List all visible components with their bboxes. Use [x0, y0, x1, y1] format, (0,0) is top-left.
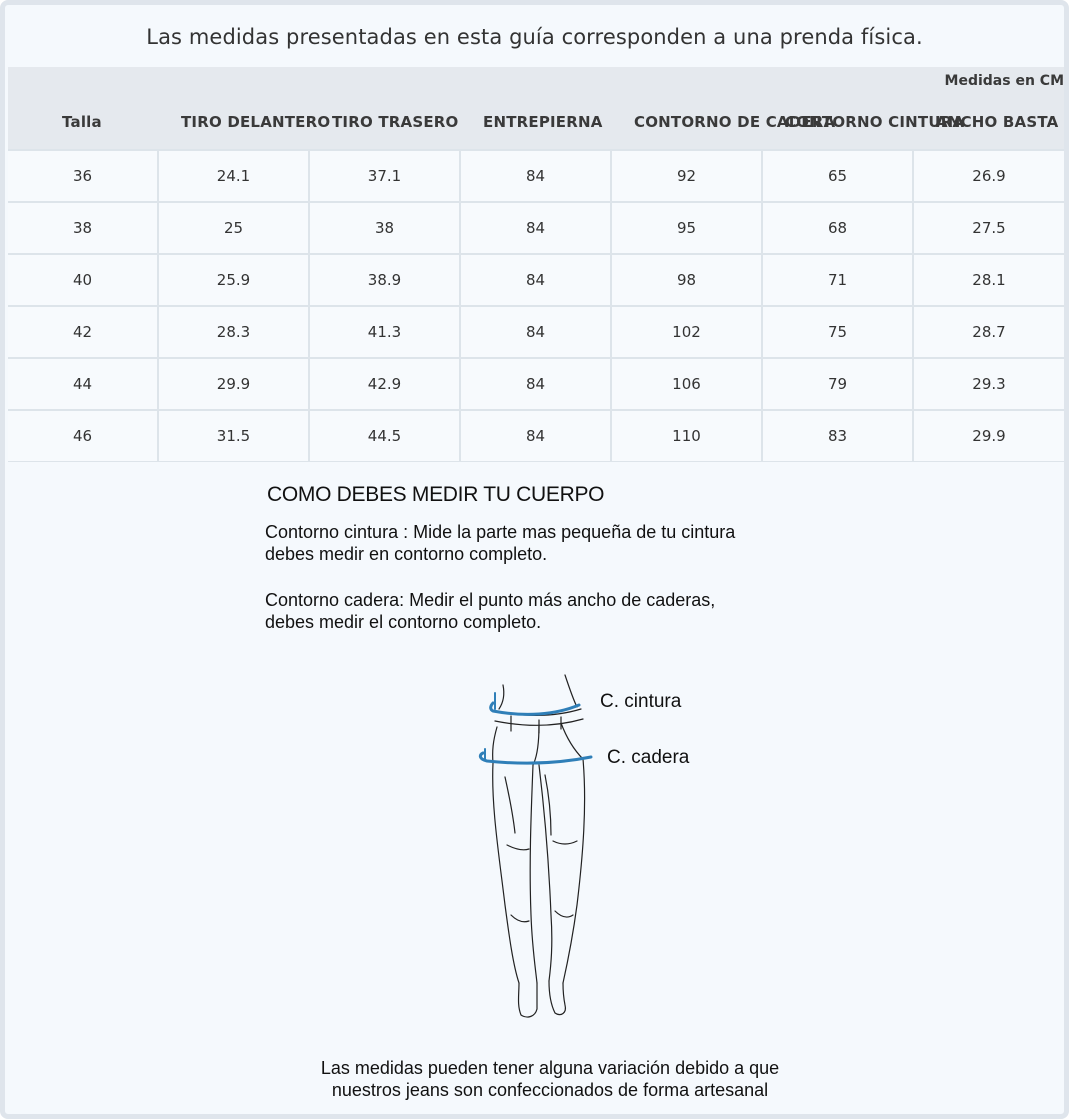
waist-instructions: [265, 521, 735, 565]
table-cell: 29.9: [914, 411, 1064, 461]
table-cell: 84: [461, 203, 610, 253]
table-cell: 28.7: [914, 307, 1064, 357]
table-cell: 84: [461, 359, 610, 409]
table-cell: 75: [763, 307, 912, 357]
table-cell: 84: [461, 255, 610, 305]
table-cell: 24.1: [159, 151, 308, 201]
top-note: Las medidas presentadas en esta guía corresponden a una prenda física.: [146, 25, 923, 49]
table-cell: 28.1: [914, 255, 1064, 305]
table-cell: 25: [159, 203, 308, 253]
table-cell: 71: [763, 255, 912, 305]
col-header-ancho-basta: ANCHO BASTA: [936, 113, 1059, 131]
table-cell: 84: [461, 411, 610, 461]
table-cell: 25.9: [159, 255, 308, 305]
units-label: Medidas en CM: [944, 73, 1064, 89]
table-cell: 29.9: [159, 359, 308, 409]
jeans-illustration: [465, 665, 605, 1025]
table-cell: 27.5: [914, 203, 1064, 253]
label-waist: C. cintura: [600, 691, 682, 712]
table-cell: 37.1: [310, 151, 459, 201]
table-cell: 31.5: [159, 411, 308, 461]
footer-line-1: Las medidas pueden tener alguna variación debido a que: [320, 1058, 780, 1078]
table-cell: 28.3: [159, 307, 308, 357]
col-header-contorno-cadera: CONTORNO DE CADERA: [634, 113, 836, 131]
hip-instructions-line-1: Contorno cadera: Medir el punto más ancho de caderas,: [265, 590, 716, 610]
table-cell: 36: [8, 151, 157, 201]
table-cell: 79: [763, 359, 912, 409]
table-cell: 84: [461, 151, 610, 201]
label-hip: C. cadera: [607, 747, 690, 768]
table-cell: 98: [612, 255, 761, 305]
waist-instructions-line-1: Contorno cintura : Mide la parte mas pequeña de tu cintura: [265, 522, 736, 542]
table-cell: 65: [763, 151, 912, 201]
col-header-contorno-cintura: CONTORNO CINTURA: [785, 113, 965, 131]
table-cell: 42: [8, 307, 157, 357]
table-cell: 41.3: [310, 307, 459, 357]
col-header-tiro-delantero: TIRO DELANTERO: [181, 113, 331, 131]
col-header-talla: Talla: [62, 113, 102, 131]
table-cell: 46: [8, 411, 157, 461]
col-header-entrepierna: ENTREPIERNA: [483, 113, 603, 131]
table-cell: 44: [8, 359, 157, 409]
hip-instructions-line-2: debes medir el contorno completo.: [265, 612, 542, 632]
table-cell: 68: [763, 203, 912, 253]
table-cell: 42.9: [310, 359, 459, 409]
table-cell: 110: [612, 411, 761, 461]
table-cell: 83: [763, 411, 912, 461]
table-cell: 102: [612, 307, 761, 357]
table-header-band: [8, 67, 1064, 149]
table-cell: 38: [8, 203, 157, 253]
table-cell: 84: [461, 307, 610, 357]
table-cell: 38: [310, 203, 459, 253]
col-header-tiro-trasero: TIRO TRASERO: [332, 113, 459, 131]
footer-note: [5, 1057, 1069, 1101]
table-cell: 95: [612, 203, 761, 253]
footer-line-2: nuestros jeans son confeccionados de forma artesanal: [331, 1080, 769, 1100]
hip-instructions: [265, 589, 715, 633]
guide-title: COMO DEBES MEDIR TU CUERPO: [267, 483, 605, 506]
table-cell: 92: [612, 151, 761, 201]
table-cell: 26.9: [914, 151, 1064, 201]
table-cell: 40: [8, 255, 157, 305]
table-cell: 106: [612, 359, 761, 409]
waist-instructions-line-2: debes medir en contorno completo.: [265, 544, 548, 564]
table-cell: 29.3: [914, 359, 1064, 409]
table-cell: 38.9: [310, 255, 459, 305]
table-cell: 44.5: [310, 411, 459, 461]
